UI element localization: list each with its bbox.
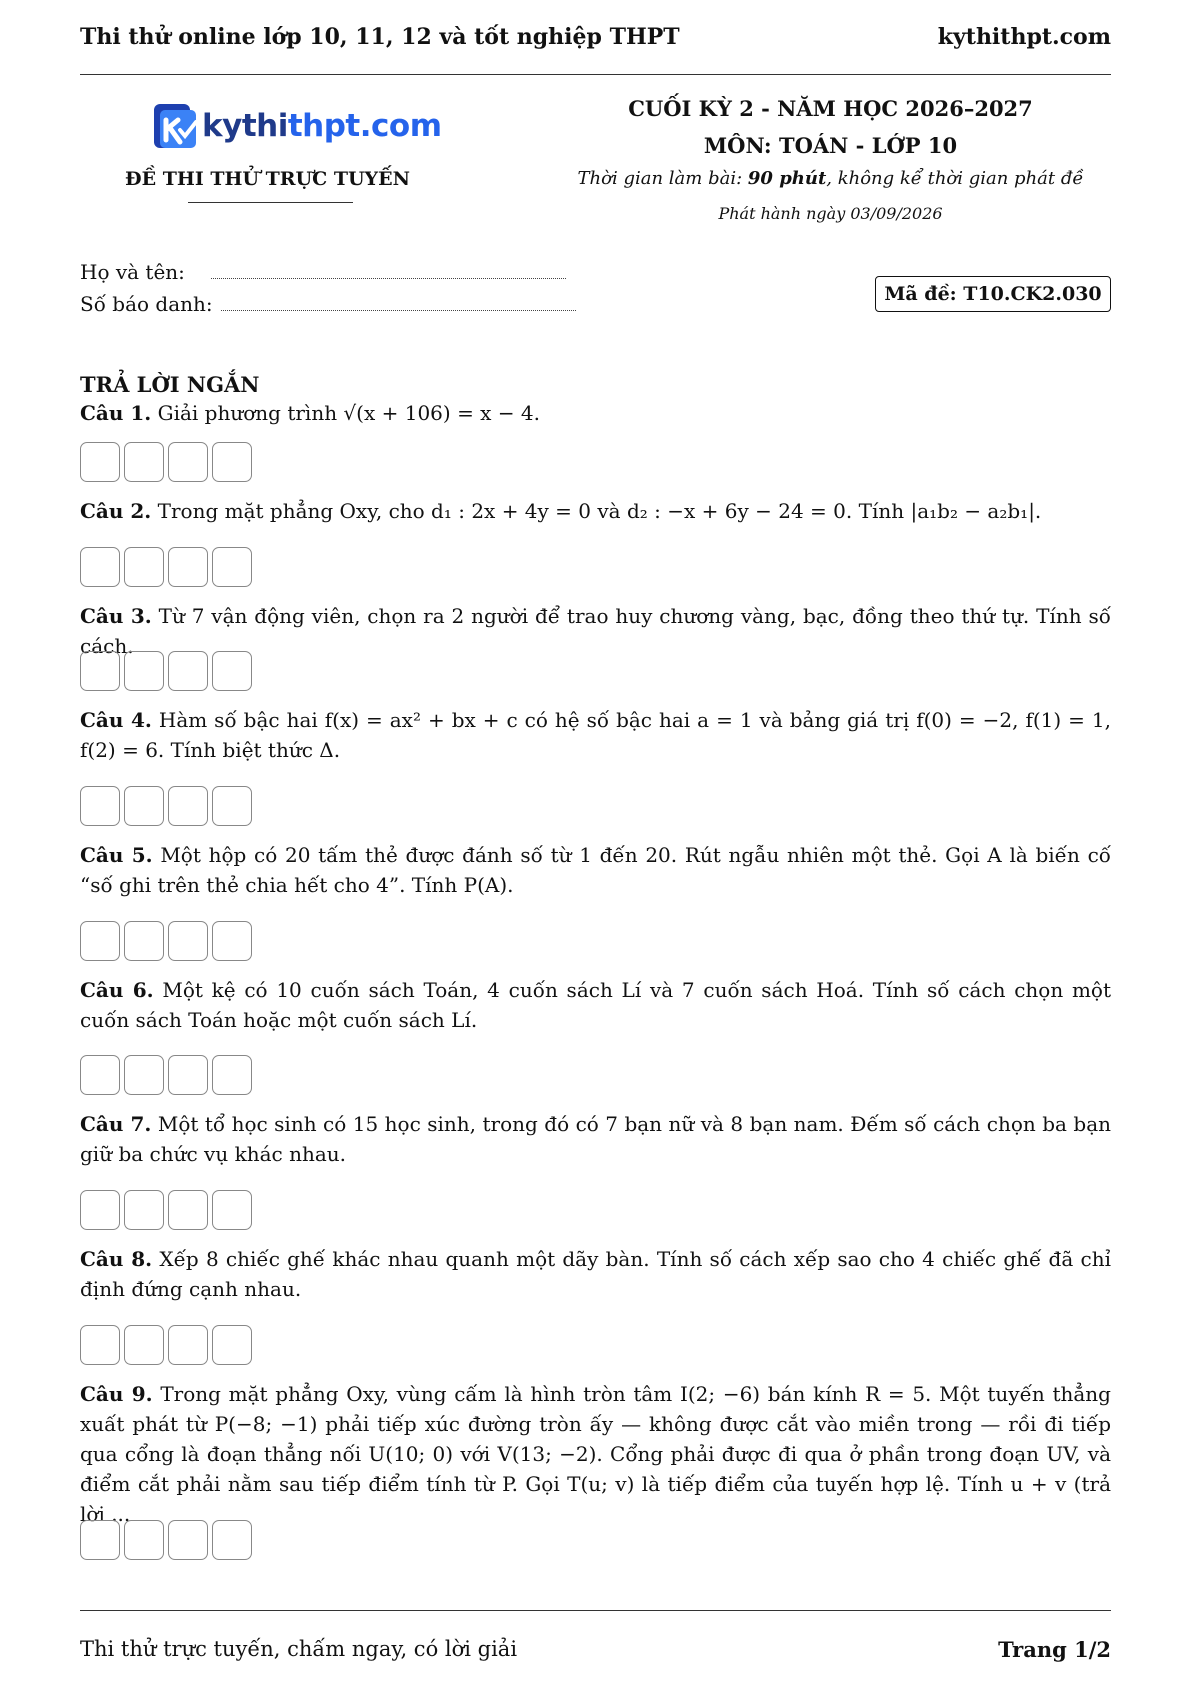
answer-boxes xyxy=(80,547,256,587)
running-header xyxy=(80,22,1111,52)
answer-box[interactable] xyxy=(124,1520,164,1560)
exam-duration xyxy=(550,168,1111,189)
exam-page xyxy=(80,0,1111,1684)
answer-box[interactable] xyxy=(168,1520,208,1560)
release-date: Phát hành ngày 03/09/2026 xyxy=(718,204,943,223)
answer-box[interactable] xyxy=(212,1190,252,1230)
question-label: Câu 6. xyxy=(80,978,154,1002)
answer-box[interactable] xyxy=(168,442,208,482)
page-footer xyxy=(80,1637,1111,1662)
answer-box[interactable] xyxy=(80,786,120,826)
question-1 xyxy=(80,398,1111,428)
question-text: Trong mặt phẳng Oxy, vùng cấm là hình tròn tâm I(2; −6) bán kính R = 5. Một tuyến thẳng xuất phát từ P(−8; −1) phải tiếp xúc đường tròn ấy — không được cắt vào miền trong — rồi đi tiếp qua cổng là đoạn thẳng nối U(10; 0) với V(13; −2). Cổng phải được đi qua ở phần trong đoạn UV, và điểm cắt phải nằm sau tiếp điểm tính từ P. Gọi T(u; v) là tiếp điểm của tuyến hợp lệ. Tính u + v (trả lời ... xyxy=(80,1382,1111,1526)
answer-boxes xyxy=(80,1190,256,1230)
duration-suffix: , không kể thời gian phát đề xyxy=(826,168,1084,189)
question-label: Câu 8. xyxy=(80,1247,153,1271)
answer-box[interactable] xyxy=(124,651,164,691)
exam-title: CUỐI KỲ 2 - NĂM HỌC 2026–2027 xyxy=(628,96,1033,121)
answer-box[interactable] xyxy=(124,921,164,961)
question-6 xyxy=(80,975,1111,1035)
name-field[interactable] xyxy=(211,264,566,279)
question-8 xyxy=(80,1244,1111,1304)
answer-box[interactable] xyxy=(212,1055,252,1095)
answer-boxes xyxy=(80,442,256,482)
logo-wordmark-part1: kythi xyxy=(202,108,288,144)
question-7 xyxy=(80,1109,1111,1169)
answer-box[interactable] xyxy=(124,786,164,826)
page-number: Trang 1/2 xyxy=(998,1637,1111,1662)
exam-code-badge: Mã đề: T10.CK2.030 xyxy=(875,276,1111,312)
answer-box[interactable] xyxy=(168,786,208,826)
logo-wordmark-part2: thpt.com xyxy=(287,108,442,144)
answer-box[interactable] xyxy=(168,1325,208,1365)
header-site[interactable]: kythithpt.com xyxy=(937,24,1111,50)
answer-box[interactable] xyxy=(124,1190,164,1230)
question-text: Một hộp có 20 tấm thẻ được đánh số từ 1 đến 20. Rút ngẫu nhiên một thẻ. Gọi A là biến cố “số ghi trên thẻ chia hết cho 4”. Tính P(A). xyxy=(80,843,1112,897)
answer-box[interactable] xyxy=(80,651,120,691)
question-text: Từ 7 vận động viên, chọn ra 2 người để trao huy chương vàng, bạc, đồng theo thứ tự. Tính số cách. xyxy=(80,604,1112,658)
online-exam-label: ĐỀ THI THỬ TRỰC TUYẾN xyxy=(125,168,410,190)
answer-box[interactable] xyxy=(124,547,164,587)
answer-box[interactable] xyxy=(168,1190,208,1230)
footer-rule xyxy=(80,1610,1111,1611)
exam-subject: MÔN: TOÁN - LỚP 10 xyxy=(703,133,958,158)
question-label: Câu 5. xyxy=(80,843,153,867)
footer-tagline: Thi thử trực tuyến, chấm ngay, có lời giải xyxy=(80,1637,518,1661)
question-text: Một tổ học sinh có 15 học sinh, trong đó có 7 bạn nữ và 8 bạn nam. Đếm số cách chọn ba bạn giữ ba chức vụ khác nhau. xyxy=(80,1112,1112,1166)
question-label: Câu 4. xyxy=(80,708,152,732)
question-label: Câu 7. xyxy=(80,1112,152,1136)
question-5 xyxy=(80,840,1111,900)
header-title: Thi thử online lớp 10, 11, 12 và tốt nghiệp THPT xyxy=(80,24,680,50)
question-9 xyxy=(80,1379,1111,1529)
header-rule xyxy=(80,74,1111,75)
answer-box[interactable] xyxy=(168,547,208,587)
answer-boxes xyxy=(80,1325,256,1365)
question-text: Hàm số bậc hai f(x) = ax² + bx + c có hệ số bậc hai a = 1 và bảng giá trị f(0) = −2, f(1) = 1, f(2) = 6. Tính biệt thức Δ. xyxy=(80,708,1111,762)
section-title: TRẢ LỜI NGẮN xyxy=(80,372,260,397)
answer-box[interactable] xyxy=(80,442,120,482)
question-text: Giải phương trình √(x + 106) = x − 4. xyxy=(157,401,541,425)
question-text: Xếp 8 chiếc ghế khác nhau quanh một dãy bàn. Tính số cách xếp sao cho 4 chiếc ghế đã chỉ định đứng cạnh nhau. xyxy=(80,1247,1111,1301)
online-label-rule xyxy=(188,202,353,203)
answer-box[interactable] xyxy=(212,1325,252,1365)
answer-box[interactable] xyxy=(80,1325,120,1365)
logo-wordmark xyxy=(202,108,442,144)
answer-box[interactable] xyxy=(168,921,208,961)
answer-box[interactable] xyxy=(168,1055,208,1095)
answer-box[interactable] xyxy=(212,786,252,826)
id-row xyxy=(80,292,576,316)
question-2 xyxy=(80,496,1111,526)
duration-value: 90 phút xyxy=(747,168,827,189)
question-text: Trong mặt phẳng Oxy, cho d₁ : 2x + 4y = 0 và d₂ : −x + 6y − 24 = 0. Tính |a₁b₂ − a₂b₁|. xyxy=(157,499,1042,523)
answer-box[interactable] xyxy=(80,1190,120,1230)
logo-icon xyxy=(152,100,200,152)
answer-box[interactable] xyxy=(80,547,120,587)
answer-box[interactable] xyxy=(124,1325,164,1365)
question-label: Câu 3. xyxy=(80,604,152,628)
answer-box[interactable] xyxy=(212,547,252,587)
answer-boxes xyxy=(80,921,256,961)
duration-prefix: Thời gian làm bài: xyxy=(577,168,748,189)
answer-boxes xyxy=(80,786,256,826)
question-label: Câu 9. xyxy=(80,1382,153,1406)
site-logo[interactable] xyxy=(152,100,442,152)
answer-box[interactable] xyxy=(124,442,164,482)
answer-boxes xyxy=(80,651,256,691)
answer-box[interactable] xyxy=(212,921,252,961)
question-label: Câu 1. xyxy=(80,401,152,425)
question-4 xyxy=(80,705,1111,765)
question-label: Câu 2. xyxy=(80,499,152,523)
name-row xyxy=(80,260,566,284)
id-label: Số báo danh: xyxy=(80,292,213,316)
answer-box[interactable] xyxy=(168,651,208,691)
name-label: Họ và tên: xyxy=(80,260,185,284)
answer-box[interactable] xyxy=(212,442,252,482)
answer-box[interactable] xyxy=(80,1055,120,1095)
answer-boxes xyxy=(80,1055,256,1095)
answer-box[interactable] xyxy=(80,921,120,961)
id-field[interactable] xyxy=(221,296,576,311)
answer-boxes xyxy=(80,1520,256,1560)
question-text: Một kệ có 10 cuốn sách Toán, 4 cuốn sách Lí và 7 cuốn sách Hoá. Tính số cách chọn một cuốn sách Toán hoặc một cuốn sách Lí. xyxy=(80,978,1111,1032)
answer-box[interactable] xyxy=(124,1055,164,1095)
answer-box[interactable] xyxy=(212,1520,252,1560)
answer-box[interactable] xyxy=(80,1520,120,1560)
answer-box[interactable] xyxy=(212,651,252,691)
